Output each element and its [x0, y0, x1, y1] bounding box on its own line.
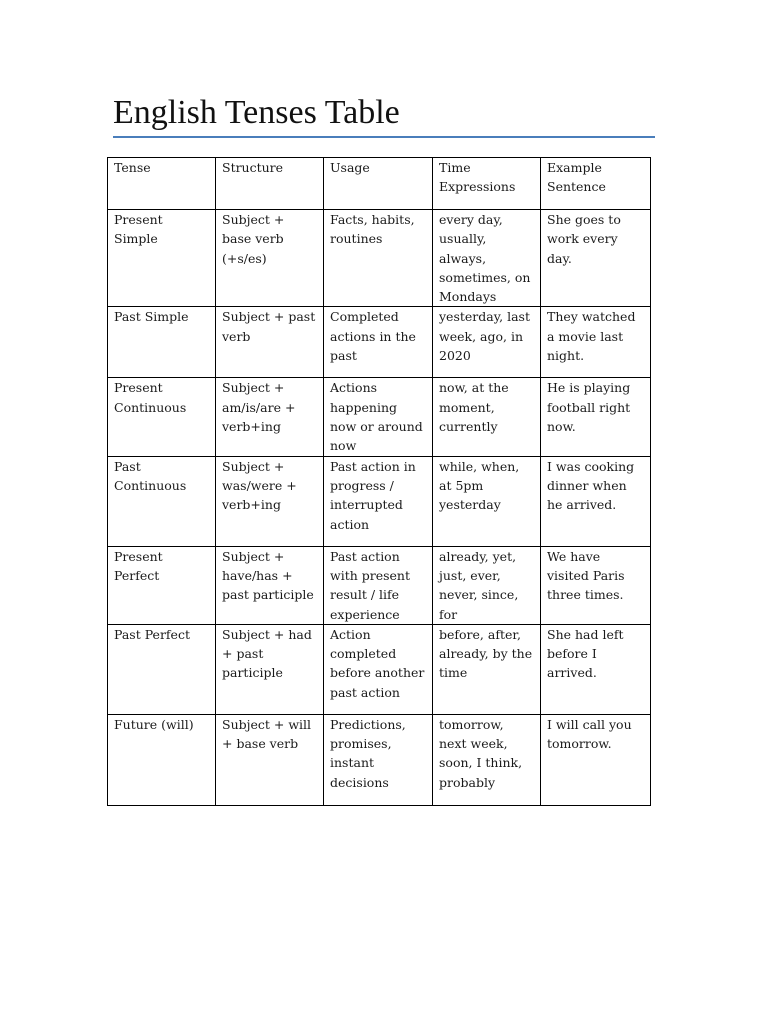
- table-cell: I was cooking dinner when he arrived.: [541, 456, 651, 546]
- table-cell: yesterday, last week, ago, in 2020: [433, 307, 541, 378]
- table-cell: Present Continuous: [108, 378, 216, 456]
- table-cell: Present Simple: [108, 210, 216, 307]
- table-cell: Facts, habits, routines: [324, 210, 433, 307]
- table-cell: Past action with present result / life experience: [324, 546, 433, 624]
- table-row: [108, 378, 651, 456]
- header-cell-tense: Tense: [108, 158, 216, 210]
- table-cell: We have visited Paris three times.: [541, 546, 651, 624]
- table-cell: Past Continuous: [108, 456, 216, 546]
- table-row: [108, 307, 651, 378]
- table-cell: Subject + base verb (+s/es): [216, 210, 324, 307]
- table-row: [108, 624, 651, 714]
- header-cell-usage: Usage: [324, 158, 433, 210]
- table-row: [108, 456, 651, 546]
- table-cell: I will call you tomorrow.: [541, 714, 651, 805]
- table-cell: Subject + will + base verb: [216, 714, 324, 805]
- table-cell: Subject + have/has + past participle: [216, 546, 324, 624]
- table-cell: Future (will): [108, 714, 216, 805]
- table-cell: Subject + am/is/are + verb+ing: [216, 378, 324, 456]
- table-cell: already, yet, just, ever, never, since, for: [433, 546, 541, 624]
- table-cell: She goes to work every day.: [541, 210, 651, 307]
- table-cell: They watched a movie last night.: [541, 307, 651, 378]
- table-cell: before, after, already, by the time: [433, 624, 541, 714]
- table-row: [108, 714, 651, 805]
- table-cell: Past action in progress / interrupted action: [324, 456, 433, 546]
- table-cell: Past Simple: [108, 307, 216, 378]
- table-row: [108, 210, 651, 307]
- page-title: English Tenses Table: [113, 94, 400, 131]
- table-cell: while, when, at 5pm yesterday: [433, 456, 541, 546]
- table-cell: Actions happening now or around now: [324, 378, 433, 456]
- table-cell: Subject + past verb: [216, 307, 324, 378]
- table-cell: every day, usually, always, sometimes, on Mondays: [433, 210, 541, 307]
- table-cell: He is playing football right now.: [541, 378, 651, 456]
- header-cell-example-sentence: Example Sentence: [541, 158, 651, 210]
- title-underline: [113, 136, 655, 138]
- table-header-row: [108, 158, 651, 210]
- header-cell-time-expressions: Time Expressions: [433, 158, 541, 210]
- table-cell: Completed actions in the past: [324, 307, 433, 378]
- table-cell: She had left before I arrived.: [541, 624, 651, 714]
- table-cell: Past Perfect: [108, 624, 216, 714]
- table-cell: Subject + was/were + verb+ing: [216, 456, 324, 546]
- table-cell: Present Perfect: [108, 546, 216, 624]
- table-cell: Action completed before another past action: [324, 624, 433, 714]
- table-cell: Subject + had + past participle: [216, 624, 324, 714]
- table-row: [108, 546, 651, 624]
- table-cell: now, at the moment, currently: [433, 378, 541, 456]
- tenses-table: [107, 157, 651, 806]
- header-cell-structure: Structure: [216, 158, 324, 210]
- table-cell: tomorrow, next week, soon, I think, probably: [433, 714, 541, 805]
- table-cell: Predictions, promises, instant decisions: [324, 714, 433, 805]
